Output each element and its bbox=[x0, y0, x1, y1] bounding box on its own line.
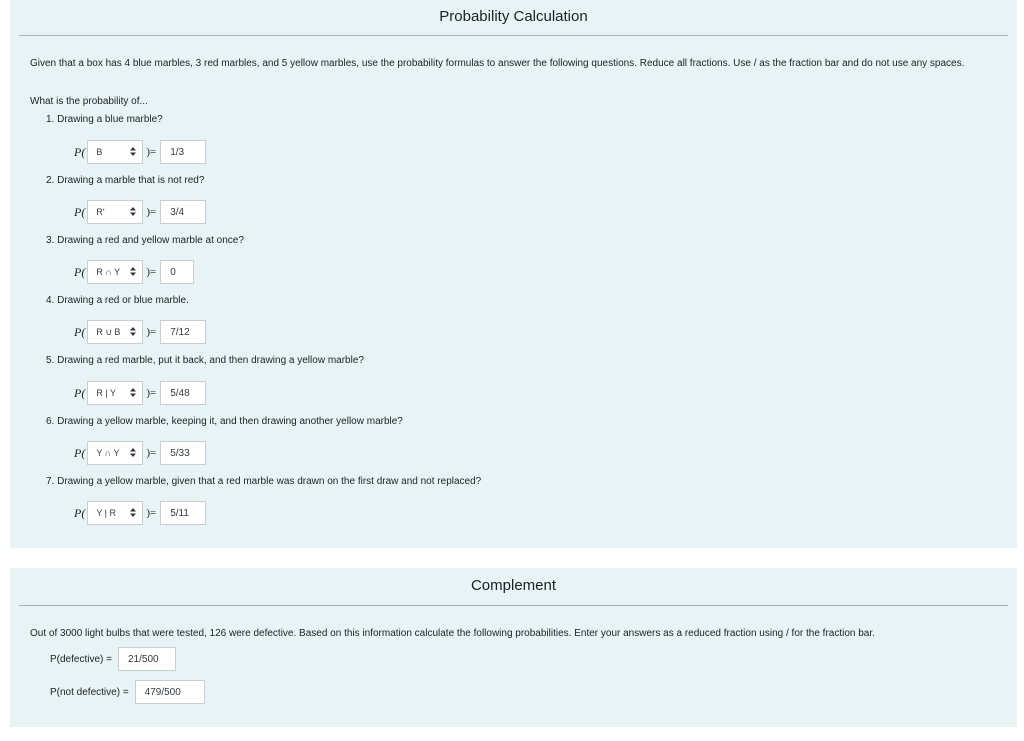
p-open-label: P( bbox=[74, 385, 86, 400]
question-prompt: What is the probability of... bbox=[30, 96, 148, 107]
probability-calculation-panel bbox=[10, 0, 1017, 548]
not-defective-label: P(not defective) = bbox=[50, 686, 129, 698]
not-defective-row bbox=[50, 679, 205, 705]
defective-row bbox=[50, 646, 176, 672]
question-5-answer-input[interactable]: 5/48 bbox=[160, 381, 206, 405]
question-3-text: 3. Drawing a red and yellow marble at once? bbox=[46, 235, 244, 246]
section-title: Probability Calculation bbox=[439, 8, 588, 25]
question-2-event-select[interactable] bbox=[87, 200, 143, 224]
question-6-event-select[interactable] bbox=[87, 441, 143, 465]
updown-caret-icon bbox=[130, 207, 136, 218]
question-3-answer-input[interactable]: 0 bbox=[160, 260, 194, 284]
p-close-label: )= bbox=[146, 326, 157, 338]
complement-panel bbox=[10, 568, 1017, 727]
select-value: B bbox=[96, 147, 103, 157]
question-5-event-select[interactable] bbox=[87, 381, 143, 405]
defective-label: P(defective) = bbox=[50, 653, 112, 665]
question-1-event-select[interactable] bbox=[87, 140, 143, 164]
question-7-event-select[interactable] bbox=[87, 501, 143, 525]
p-close-label: )= bbox=[146, 507, 157, 519]
question-6-answer-row bbox=[74, 440, 206, 466]
not-defective-answer-input[interactable]: 479/500 bbox=[135, 680, 205, 704]
question-2-answer-input[interactable]: 3/4 bbox=[160, 200, 206, 224]
question-7-answer-row bbox=[74, 500, 206, 526]
question-2-answer-row bbox=[74, 199, 206, 225]
instructions-text: Given that a box has 4 blue marbles, 3 red marbles, and 5 yellow marbles, use the probability formulas to answer the following questions. Reduce all fractions. Use / as the fraction bar and do not use any spaces. bbox=[30, 58, 965, 69]
updown-caret-icon bbox=[130, 508, 136, 519]
question-4-answer-input[interactable]: 7/12 bbox=[160, 320, 206, 344]
question-5-answer-row bbox=[74, 380, 206, 406]
question-1-answer-row bbox=[74, 139, 206, 165]
select-value: Y | R bbox=[96, 508, 117, 518]
p-open-label: P( bbox=[74, 264, 86, 279]
p-close-label: )= bbox=[146, 146, 157, 158]
select-value: Y ∩ Y bbox=[96, 448, 120, 458]
question-3-event-select[interactable] bbox=[87, 260, 143, 284]
p-close-label: )= bbox=[146, 206, 157, 218]
question-1-answer-input[interactable]: 1/3 bbox=[160, 140, 206, 164]
select-value: R ∩ Y bbox=[96, 267, 121, 277]
p-open-label: P( bbox=[74, 144, 86, 159]
updown-caret-icon bbox=[130, 448, 136, 459]
select-value: R' bbox=[96, 207, 105, 217]
question-5-text: 5. Drawing a red marble, put it back, and then drawing a yellow marble? bbox=[46, 355, 364, 366]
p-open-label: P( bbox=[74, 324, 86, 339]
question-1-text: 1. Drawing a blue marble? bbox=[46, 114, 163, 125]
question-2-text: 2. Drawing a marble that is not red? bbox=[46, 175, 205, 186]
p-open-label: P( bbox=[74, 204, 86, 219]
question-6-answer-input[interactable]: 5/33 bbox=[160, 441, 206, 465]
updown-caret-icon bbox=[130, 147, 136, 158]
updown-caret-icon bbox=[130, 267, 136, 278]
question-4-event-select[interactable] bbox=[87, 320, 143, 344]
section-title: Complement bbox=[470, 577, 557, 594]
question-4-text: 4. Drawing a red or blue marble. bbox=[46, 295, 189, 306]
p-close-label: )= bbox=[146, 266, 157, 278]
question-6-text: 6. Drawing a yellow marble, keeping it, and then drawing another yellow marble? bbox=[46, 416, 403, 427]
question-7-text: 7. Drawing a yellow marble, given that a red marble was drawn on the first draw and not replaced? bbox=[46, 476, 482, 487]
p-open-label: P( bbox=[74, 445, 86, 460]
p-open-label: P( bbox=[74, 505, 86, 520]
p-close-label: )= bbox=[146, 387, 157, 399]
select-value: R ∪ B bbox=[96, 326, 121, 337]
divider bbox=[19, 605, 1008, 606]
updown-caret-icon bbox=[130, 327, 136, 338]
question-3-answer-row bbox=[74, 259, 194, 285]
divider bbox=[19, 35, 1008, 36]
select-value: R | Y bbox=[96, 388, 117, 398]
question-4-answer-row bbox=[74, 319, 206, 345]
instructions-text: Out of 3000 light bulbs that were tested, 126 were defective. Based on this information calculate the following probabilities. Enter your answers as a reduced fraction using / for the fraction bar. bbox=[30, 628, 875, 639]
question-7-answer-input[interactable]: 5/11 bbox=[160, 501, 206, 525]
updown-caret-icon bbox=[130, 388, 136, 399]
defective-answer-input[interactable]: 21/500 bbox=[118, 647, 176, 671]
p-close-label: )= bbox=[146, 447, 157, 459]
